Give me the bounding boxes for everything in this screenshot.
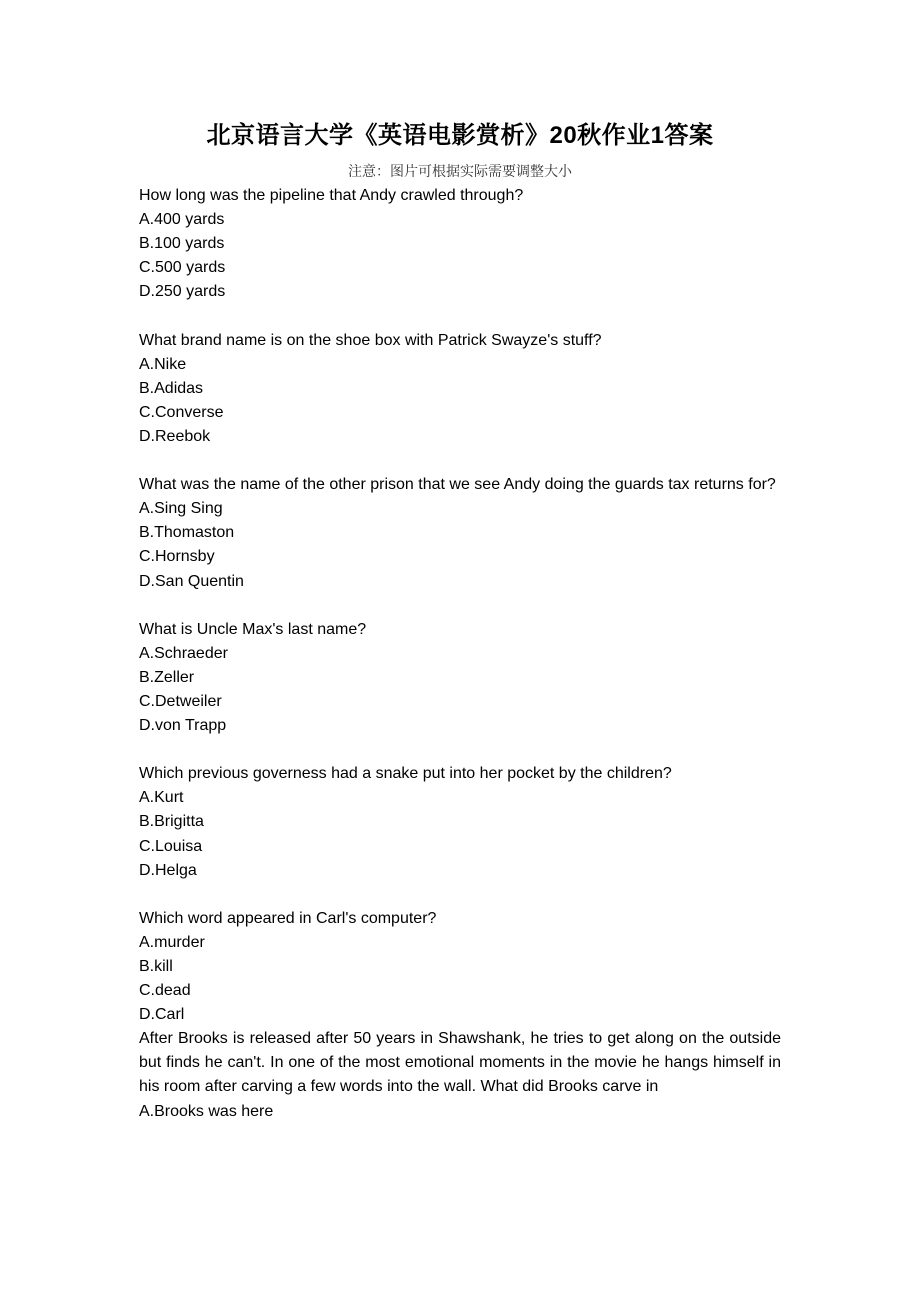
option-c: C.500 yards	[139, 259, 226, 277]
option-a: A.murder	[139, 933, 205, 951]
option-d: D.Helga	[139, 861, 197, 879]
question-text: What was the name of the other prison that we see Andy doing the guards tax returns for?	[139, 476, 776, 494]
option-c: C.Converse	[139, 403, 224, 421]
option-c: C.dead	[139, 982, 191, 1000]
question-block	[139, 618, 781, 738]
option-a: A.400 yards	[139, 211, 225, 229]
option-d: D.Carl	[139, 1006, 185, 1024]
option-b: B.Zeller	[139, 668, 195, 686]
question-text: What brand name is on the shoe box with Patrick Swayze's stuff?	[139, 331, 602, 349]
option-c: C.Louisa	[139, 837, 203, 855]
option-b: B.100 yards	[139, 235, 225, 253]
question-block	[139, 184, 781, 304]
question-text: What is Uncle Max's last name?	[139, 620, 367, 638]
option-d: D.San Quentin	[139, 572, 244, 590]
question-text: After Brooks is released after 50 years in Shawshank, he tries to get along on the outside but finds he can't. In one of the most emotional moments in the movie he hangs himself in his room after carving a few words into the wall. What did Brooks carve in	[139, 1030, 781, 1096]
question-block	[139, 907, 781, 1027]
document-note: 注意：图片可根据实际需要调整大小	[348, 164, 572, 180]
option-a: A.Sing Sing	[139, 500, 223, 518]
option-b: B.kill	[139, 958, 173, 975]
question-block	[139, 762, 781, 882]
question-text: Which word appeared in Carl's computer?	[139, 909, 437, 927]
question-block	[139, 1027, 781, 1123]
document-title: 北京语言大学《英语电影赏析》20秋作业1答案	[206, 122, 714, 149]
question-text: How long was the pipeline that Andy crawled through?	[139, 187, 524, 204]
option-d: D.von Trapp	[139, 717, 227, 735]
question-list	[139, 184, 781, 1124]
option-a: A.Schraeder	[139, 644, 228, 662]
option-b: B.Brigitta	[139, 813, 204, 831]
option-d: D.250 yards	[139, 283, 226, 301]
option-b: B.Thomaston	[139, 524, 235, 542]
option-a: A.Kurt	[139, 789, 184, 807]
question-block	[139, 329, 781, 449]
option-b: B.Adidas	[139, 379, 204, 397]
option-c: C.Detweiler	[139, 692, 222, 710]
option-a: A.Brooks was here	[139, 1102, 274, 1120]
option-d: D.Reebok	[139, 427, 211, 445]
question-text: Which previous governess had a snake put into her pocket by the children?	[139, 765, 672, 783]
option-c: C.Hornsby	[139, 548, 215, 566]
option-a: A.Nike	[139, 355, 187, 373]
question-block	[139, 473, 781, 593]
